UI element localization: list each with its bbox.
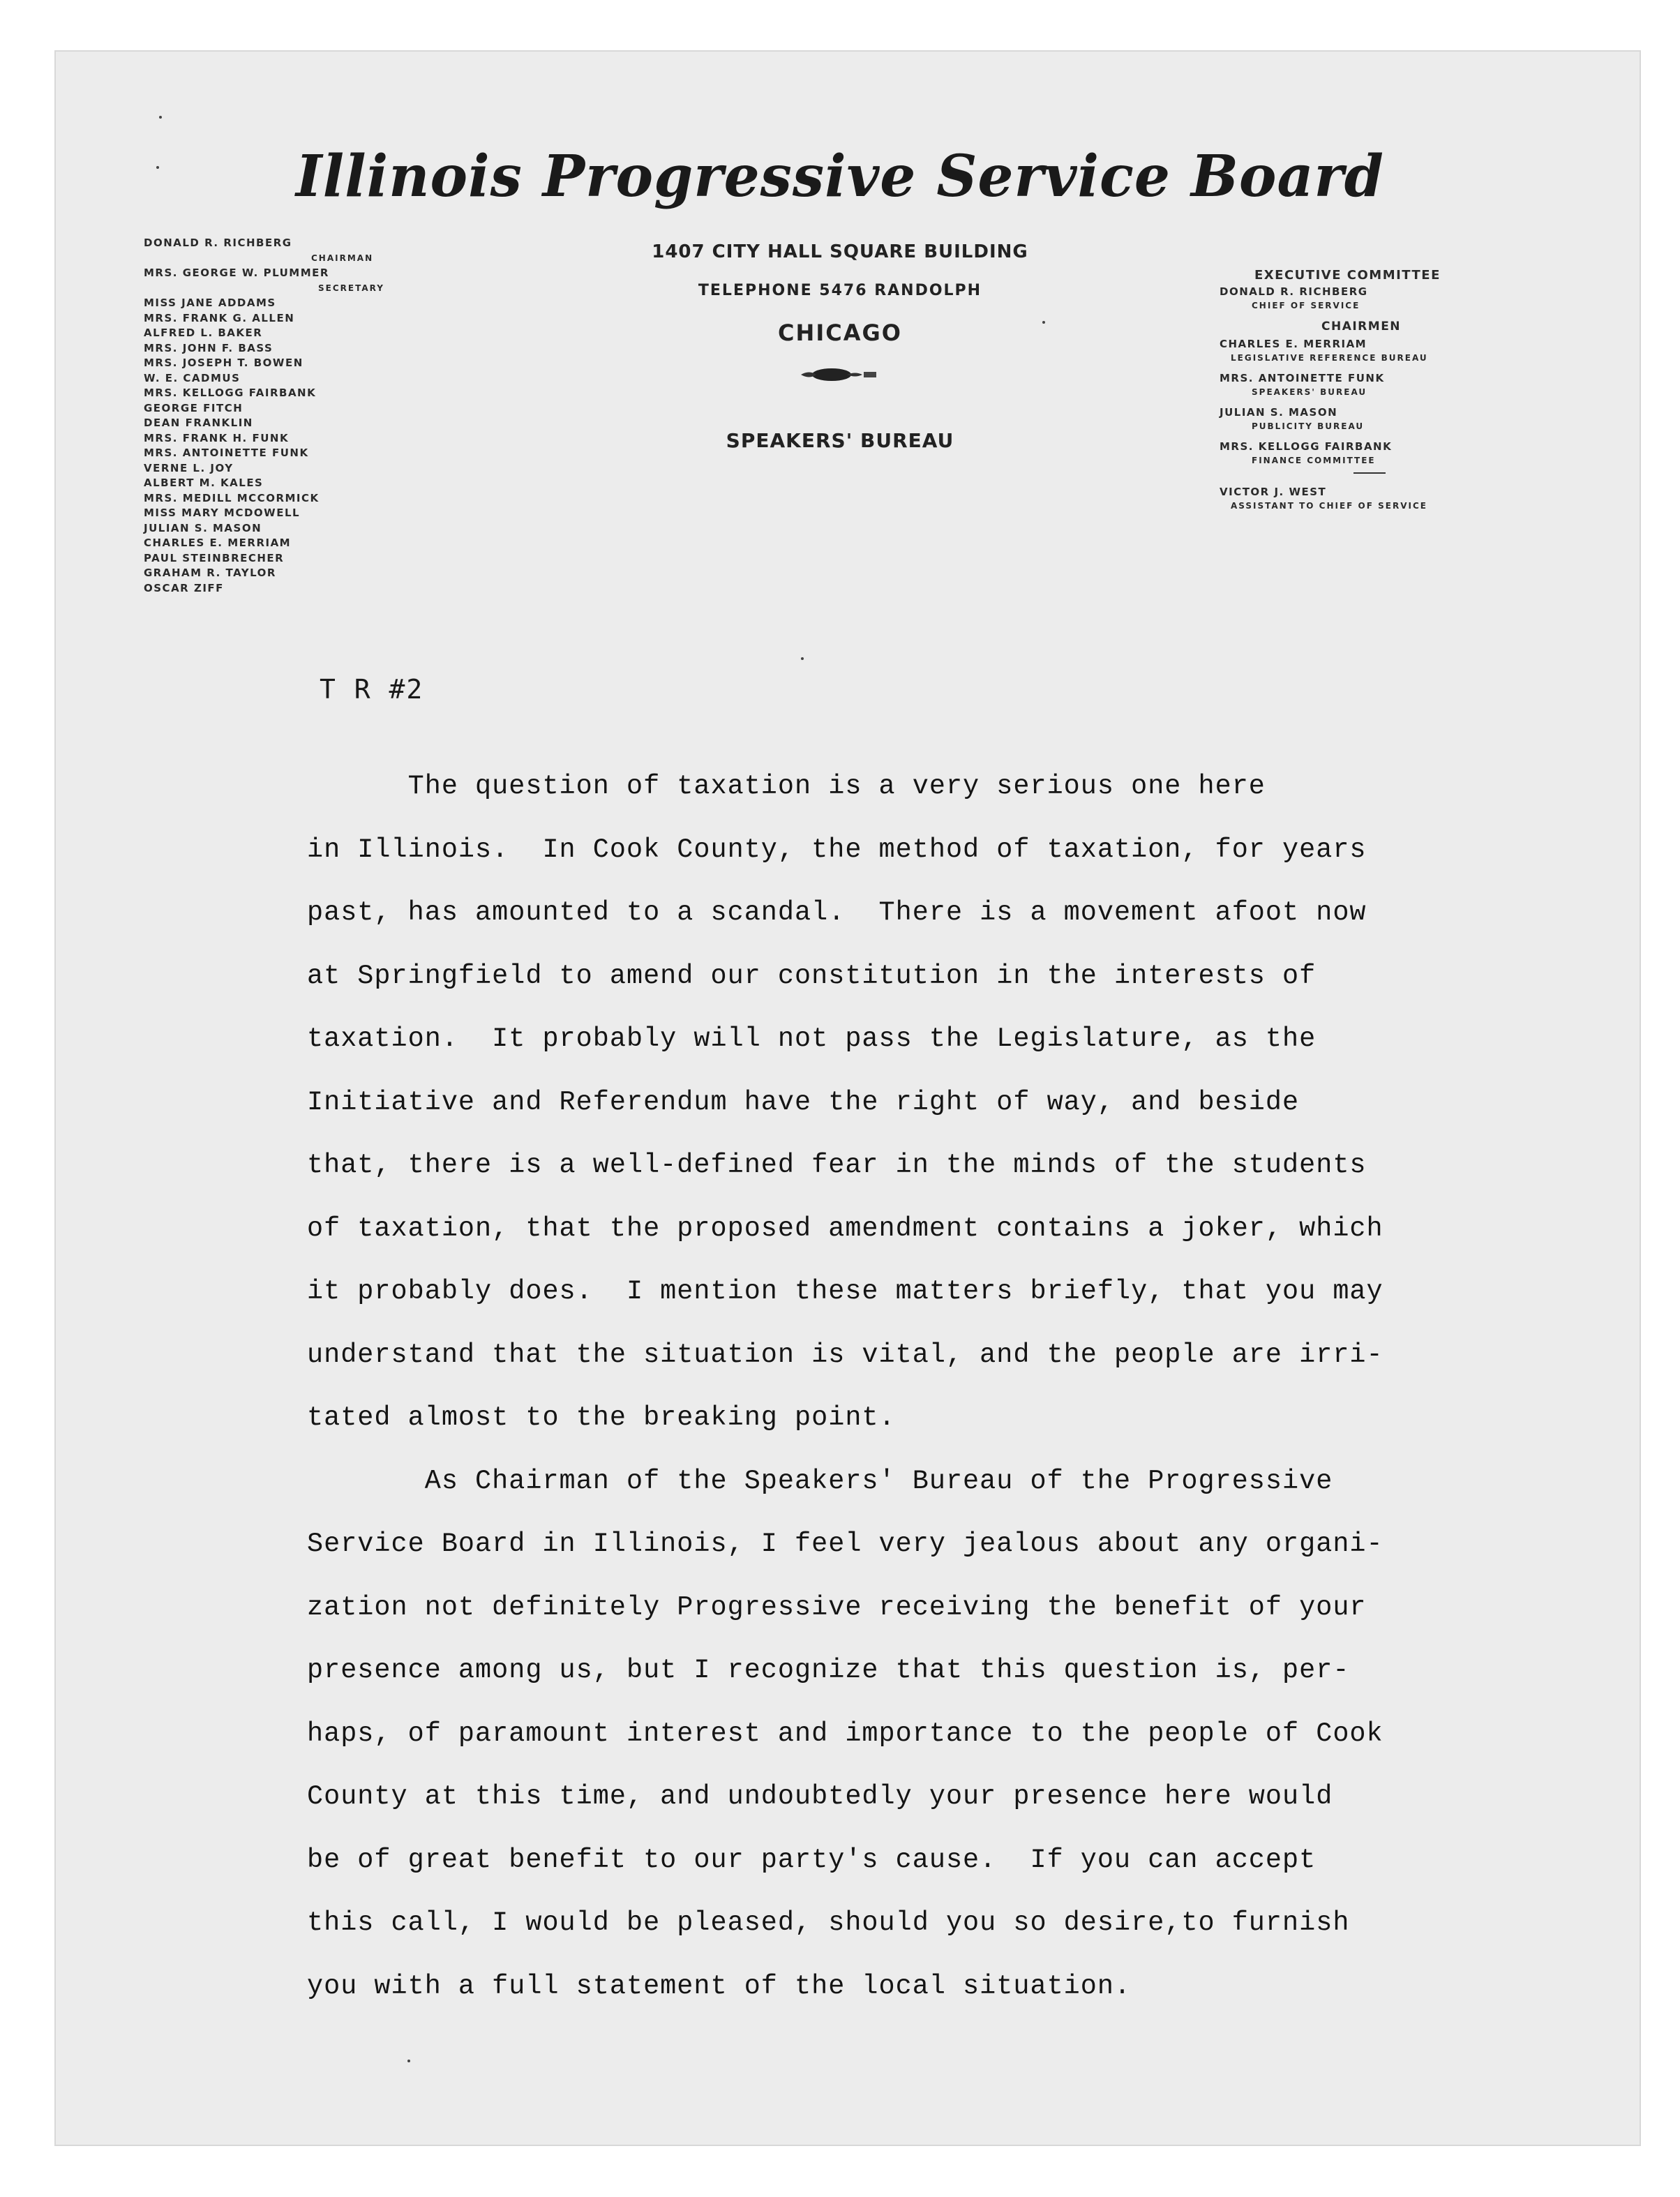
- member-name: MISS JANE ADDAMS: [144, 297, 276, 309]
- body-line: this call, I would be pleased, should you so desire,to furnish: [307, 1907, 1350, 1938]
- body-line: understand that the situation is vital, and the people are irri-: [307, 1339, 1383, 1370]
- member-name: MRS. FRANK H. FUNK: [144, 431, 290, 444]
- reference-code: T R #2: [320, 674, 424, 705]
- chairman-title: LEGISLATIVE REFERENCE BUREAU: [1231, 353, 1428, 363]
- executive-committee: [1220, 267, 1441, 512]
- body-line: it probably does. I mention these matters briefly, that you may: [307, 1276, 1383, 1307]
- chief-title: CHIEF OF SERVICE: [1252, 301, 1360, 310]
- paper-speck: [1042, 321, 1045, 324]
- member-name: MRS. JOHN F. BASS: [144, 341, 273, 354]
- chairman-title: SPEAKERS' BUREAU: [1252, 387, 1367, 397]
- body-line: presence among us, but I recognize that this question is, per-: [307, 1655, 1350, 1686]
- member-role: SECRETARY: [318, 283, 384, 293]
- letterhead-city: CHICAGO: [778, 320, 902, 346]
- chairman-title: PUBLICITY BUREAU: [1252, 421, 1365, 431]
- member-name: W. E. CADMUS: [144, 371, 241, 384]
- executive-committee-heading: EXECUTIVE COMMITTEE: [1254, 268, 1441, 283]
- chief-name: DONALD R. RICHBERG: [1220, 285, 1368, 298]
- assistant-name: VICTOR J. WEST: [1220, 486, 1327, 498]
- union-label-icon: [788, 366, 879, 384]
- paper-speck: [801, 657, 804, 660]
- member-name: MISS MARY MCDOWELL: [144, 507, 301, 519]
- body-line: The question of taxation is a very serious one here: [307, 771, 1266, 802]
- letterhead-telephone: TELEPHONE 5476 RANDOLPH: [698, 282, 982, 299]
- member-name: DONALD R. RICHBERG: [144, 237, 292, 249]
- board-members-list: [144, 236, 384, 596]
- assistant-title: ASSISTANT TO CHIEF OF SERVICE: [1231, 501, 1427, 511]
- member-name: ALBERT M. KALES: [144, 477, 264, 489]
- paper-speck: [156, 166, 159, 169]
- member-name: OSCAR ZIFF: [144, 581, 224, 594]
- body-line: at Springfield to amend our constitution in the interests of: [307, 960, 1317, 991]
- paper-speck: [407, 2060, 410, 2062]
- member-name: GRAHAM R. TAYLOR: [144, 567, 276, 579]
- letterhead-address: 1407 CITY HALL SQUARE BUILDING: [652, 241, 1028, 262]
- body-line: be of great benefit to our party's cause. If you can accept: [307, 1844, 1317, 1875]
- letter-body: [307, 755, 1383, 2018]
- member-name: MRS. FRANK G. ALLEN: [144, 311, 295, 324]
- body-line: haps, of paramount interest and importance to the people of Cook: [307, 1718, 1383, 1749]
- body-line: you with a full statement of the local situation.: [307, 1970, 1132, 2002]
- member-name: DEAN FRANKLIN: [144, 417, 253, 429]
- body-line: As Chairman of the Speakers' Bureau of the Progressive: [307, 1465, 1333, 1497]
- member-name: VERNE L. JOY: [144, 461, 234, 474]
- chairmen-heading: CHAIRMEN: [1321, 320, 1402, 333]
- member-name: PAUL STEINBRECHER: [144, 551, 285, 564]
- divider: [1353, 472, 1386, 474]
- letterhead-title: Illinois Progressive Service Board: [296, 143, 1384, 210]
- body-line: County at this time, and undoubtedly your presence here would: [307, 1781, 1333, 1812]
- body-line: of taxation, that the proposed amendment contains a joker, which: [307, 1213, 1383, 1244]
- chairman-name: MRS. KELLOGG FAIRBANK: [1220, 440, 1393, 453]
- member-name: MRS. JOSEPH T. BOWEN: [144, 357, 303, 369]
- member-name: JULIAN S. MASON: [144, 521, 262, 534]
- member-name: MRS. ANTOINETTE FUNK: [144, 447, 309, 459]
- chairman-name: MRS. ANTOINETTE FUNK: [1220, 372, 1385, 384]
- member-role: CHAIRMAN: [311, 253, 374, 263]
- member-name: GEORGE FITCH: [144, 401, 243, 414]
- body-line: that, there is a well-defined fear in the minds of the students: [307, 1150, 1367, 1180]
- body-line: tated almost to the breaking point.: [307, 1402, 896, 1433]
- chairman-title: FINANCE COMMITTEE: [1252, 456, 1376, 465]
- body-line: Service Board in Illinois, I feel very jealous about any organi-: [307, 1529, 1383, 1559]
- body-line: zation not definitely Progressive receiving the benefit of your: [307, 1591, 1367, 1623]
- paper-speck: [159, 116, 162, 119]
- body-line: Initiative and Referendum have the right of way, and beside: [307, 1086, 1300, 1118]
- body-line: past, has amounted to a scandal. There is a movement afoot now: [307, 897, 1367, 928]
- chairman-name: CHARLES E. MERRIAM: [1220, 338, 1367, 350]
- member-name: ALFRED L. BAKER: [144, 327, 263, 339]
- member-name: CHARLES E. MERRIAM: [144, 537, 292, 549]
- body-line: in Illinois. In Cook County, the method of taxation, for years: [307, 834, 1367, 865]
- member-name: MRS. GEORGE W. PLUMMER: [144, 267, 329, 279]
- body-line: taxation. It probably will not pass the Legislature, as the: [307, 1023, 1317, 1054]
- letterhead-bureau: SPEAKERS' BUREAU: [726, 429, 954, 452]
- chairman-name: JULIAN S. MASON: [1220, 406, 1338, 419]
- member-name: MRS. MEDILL MCCORMICK: [144, 491, 320, 504]
- member-name: MRS. KELLOGG FAIRBANK: [144, 387, 317, 399]
